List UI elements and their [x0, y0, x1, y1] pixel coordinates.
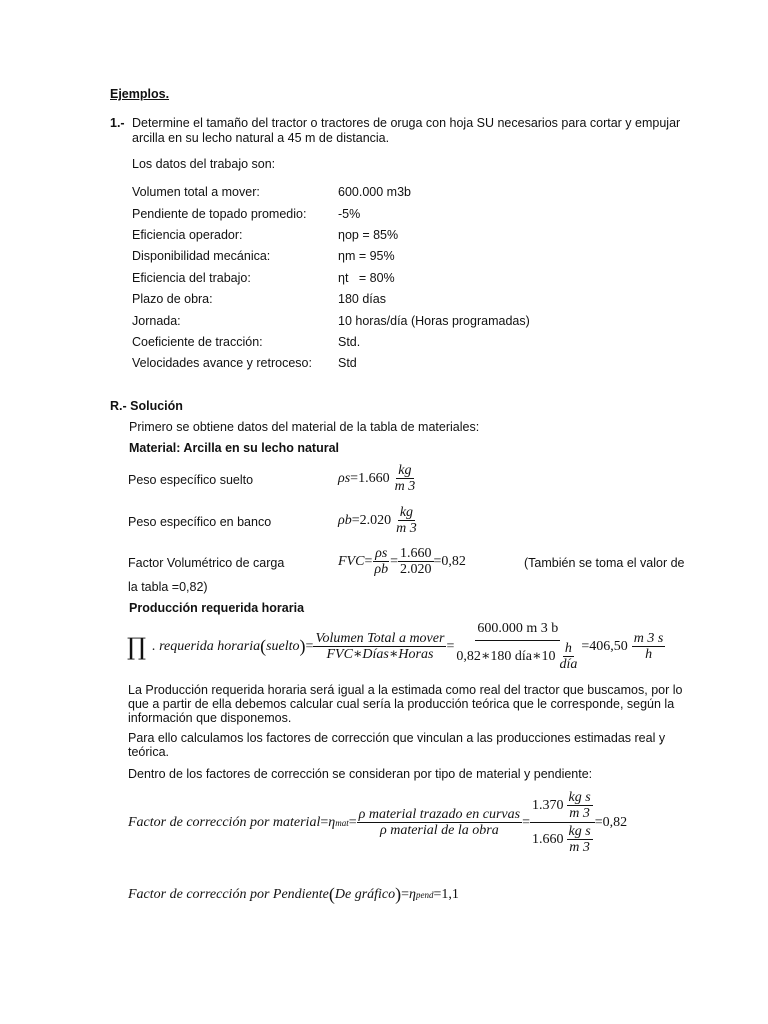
formula-operator: =	[594, 814, 603, 830]
fraction-denominator: ρ material de la obra	[380, 823, 499, 838]
formula-result: 0,82	[602, 814, 628, 830]
solution-intro: Primero se obtiene datos del material de la tabla de materiales:	[129, 420, 480, 434]
unit-fraction	[567, 824, 593, 855]
unit-numerator: kg s	[568, 790, 591, 805]
unit-numerator: kg s	[568, 824, 591, 839]
formula-result: 1,1	[441, 886, 459, 902]
data-label: Velocidades avance y retroceso:	[132, 356, 312, 370]
unit-numerator: kg	[398, 463, 412, 478]
data-value: Std	[338, 356, 357, 370]
fraction	[530, 790, 595, 855]
fvc-note: (También se toma el valor de	[524, 556, 685, 570]
peso-suelto-label: Peso específico suelto	[128, 473, 254, 487]
data-label: Plazo de obra:	[132, 292, 213, 306]
fraction-numerator: ρs	[375, 546, 388, 561]
fraction-numerator: 1.660	[400, 546, 432, 561]
data-label: Volumen total a mover:	[132, 185, 260, 199]
fraction-denominator: ρb	[374, 562, 389, 577]
unit-denominator: m 3	[569, 840, 590, 855]
peso-suelto-formula	[338, 463, 417, 494]
fraction	[313, 631, 446, 662]
formula-argument: suelto	[266, 638, 300, 654]
formula-symbol: η	[409, 886, 416, 902]
formula-value: 1.660	[358, 470, 390, 486]
formula-operator: =	[350, 470, 359, 486]
formula-operator: =	[351, 512, 360, 528]
data-label: Eficiencia del trabajo:	[132, 271, 251, 285]
data-value: ηt = 80%	[338, 271, 395, 285]
data-label: Disponibilidad mecánica:	[132, 249, 271, 263]
data-value: -5%	[338, 207, 361, 221]
peso-banco-formula	[338, 505, 419, 536]
fraction	[357, 807, 523, 838]
data-intro: Los datos del trabajo son:	[132, 157, 276, 171]
formula-paren-open: (	[260, 636, 267, 656]
peso-banco-label: Peso específico en banco	[128, 515, 272, 529]
problem-number: 1.-	[110, 116, 125, 130]
paragraph: Para ello calculamos los factores de corrección que vinculan a las producciones estimadas real y teórica.	[128, 731, 666, 759]
formula-symbol: η	[328, 814, 336, 830]
data-label: Coeficiente de tracción:	[132, 335, 263, 349]
fraction-denominator-text: 0,82∗180 día∗10	[456, 649, 556, 664]
fraction-numerator: ρ material trazado en curvas	[358, 807, 521, 822]
formula-paren-close: )	[299, 636, 306, 656]
paragraph: La Producción requerida horaria será igual a la estimada como real del tractor que buscamos, por lo que a partir de ella debemos calcular cual sería la producción teórica que le corresponde, según la información que disponemos.	[128, 683, 683, 725]
formula-text: . requerida horaria	[152, 638, 261, 654]
formula-operator: =	[522, 814, 531, 830]
formula-subscript: mat	[335, 817, 349, 828]
fraction-denominator: 2.020	[400, 562, 432, 577]
data-value: ηm = 95%	[338, 249, 395, 263]
formula-text: Factor de corrección por Pendiente	[128, 886, 329, 902]
formula-operator: =	[446, 638, 455, 654]
formula-result: 406,50	[589, 638, 628, 654]
fvc-note-cont: la tabla =0,82)	[128, 580, 208, 594]
unit-numerator: m 3 s	[633, 631, 664, 646]
formula-value: 1.370	[532, 798, 564, 813]
fraction	[372, 546, 390, 577]
fraction-denominator	[454, 641, 581, 672]
unit-fraction	[393, 463, 418, 494]
section-heading: Ejemplos.	[110, 87, 170, 101]
formula-symbol: ρs	[338, 470, 351, 486]
data-value: 180 días	[338, 292, 386, 306]
formula-paren-open: (	[328, 884, 335, 904]
fraction	[454, 621, 581, 672]
fraction-numerator	[530, 790, 595, 823]
fraction-denominator	[530, 823, 595, 855]
unit-numerator: kg	[399, 505, 414, 520]
unit-denominator: m 3	[394, 479, 416, 494]
data-label: Eficiencia operador:	[132, 228, 243, 242]
data-value: ηop = 85%	[338, 228, 399, 242]
slope-factor-formula	[128, 884, 459, 905]
paragraph: Dentro de los factores de corrección se consideran por tipo de material y pendiente:	[128, 767, 593, 781]
fraction-numerator: Volumen Total a mover	[315, 631, 445, 646]
material-factor-formula	[128, 790, 627, 855]
product-symbol: ∏	[127, 632, 147, 661]
formula-value: 1.660	[532, 832, 564, 847]
unit-fraction	[394, 505, 419, 536]
problem-statement: Determine el tamaño del tractor o tractores de oruga con hoja SU necesarios para cortar y empujar arcilla en su lecho natural a 45 m de distancia.	[132, 116, 681, 145]
fraction-numerator	[475, 621, 560, 641]
unit-fraction	[567, 790, 593, 821]
data-value: Std.	[338, 335, 361, 349]
formula-operator: =	[364, 553, 373, 569]
unit-denominator: h	[645, 647, 653, 662]
formula-paren-close: )	[395, 884, 402, 904]
formula-operator: =	[401, 886, 410, 902]
formula-operator: =	[305, 638, 314, 654]
formula-argument: De gráfico	[334, 886, 396, 902]
unit-denominator: m 3	[396, 521, 417, 536]
production-formula	[127, 621, 665, 672]
formula-symbol: ρb	[338, 512, 352, 528]
data-label: Jornada:	[132, 314, 181, 328]
fraction-denominator: FVC∗Días∗Horas	[326, 647, 434, 662]
formula-value: 2.020	[359, 512, 392, 528]
production-title: Producción requerida horaria	[129, 601, 305, 615]
formula-text: Factor de corrección por material	[128, 814, 321, 830]
fraction-numerator-text: 600.000 m 3 b	[477, 621, 559, 636]
formula-operator: =	[320, 814, 329, 830]
formula-operator: =	[390, 553, 398, 569]
fraction	[398, 546, 434, 577]
fvc-formula	[338, 546, 466, 577]
unit-denominator: m 3	[569, 806, 590, 821]
formula-operator: =	[433, 553, 442, 569]
formula-result: 0,82	[441, 553, 466, 569]
data-value: 600.000 m3b	[338, 185, 411, 199]
unit-fraction	[632, 631, 666, 662]
unit-fraction	[557, 641, 579, 672]
unit-numerator: h	[564, 641, 572, 656]
formula-symbol: FVC	[338, 553, 365, 569]
formula-operator: =	[433, 886, 442, 902]
data-value: 10 horas/día (Horas programadas)	[338, 314, 530, 328]
formula-operator: =	[348, 814, 357, 830]
fvc-label: Factor Volumétrico de carga	[128, 556, 285, 570]
solution-title: R.- Solución	[110, 399, 183, 413]
material-title: Material: Arcilla en su lecho natural	[129, 441, 340, 455]
formula-operator: =	[581, 638, 590, 654]
formula-subscript: pend	[416, 889, 434, 900]
data-label: Pendiente de topado promedio:	[132, 207, 307, 221]
unit-denominator: día	[559, 657, 578, 672]
